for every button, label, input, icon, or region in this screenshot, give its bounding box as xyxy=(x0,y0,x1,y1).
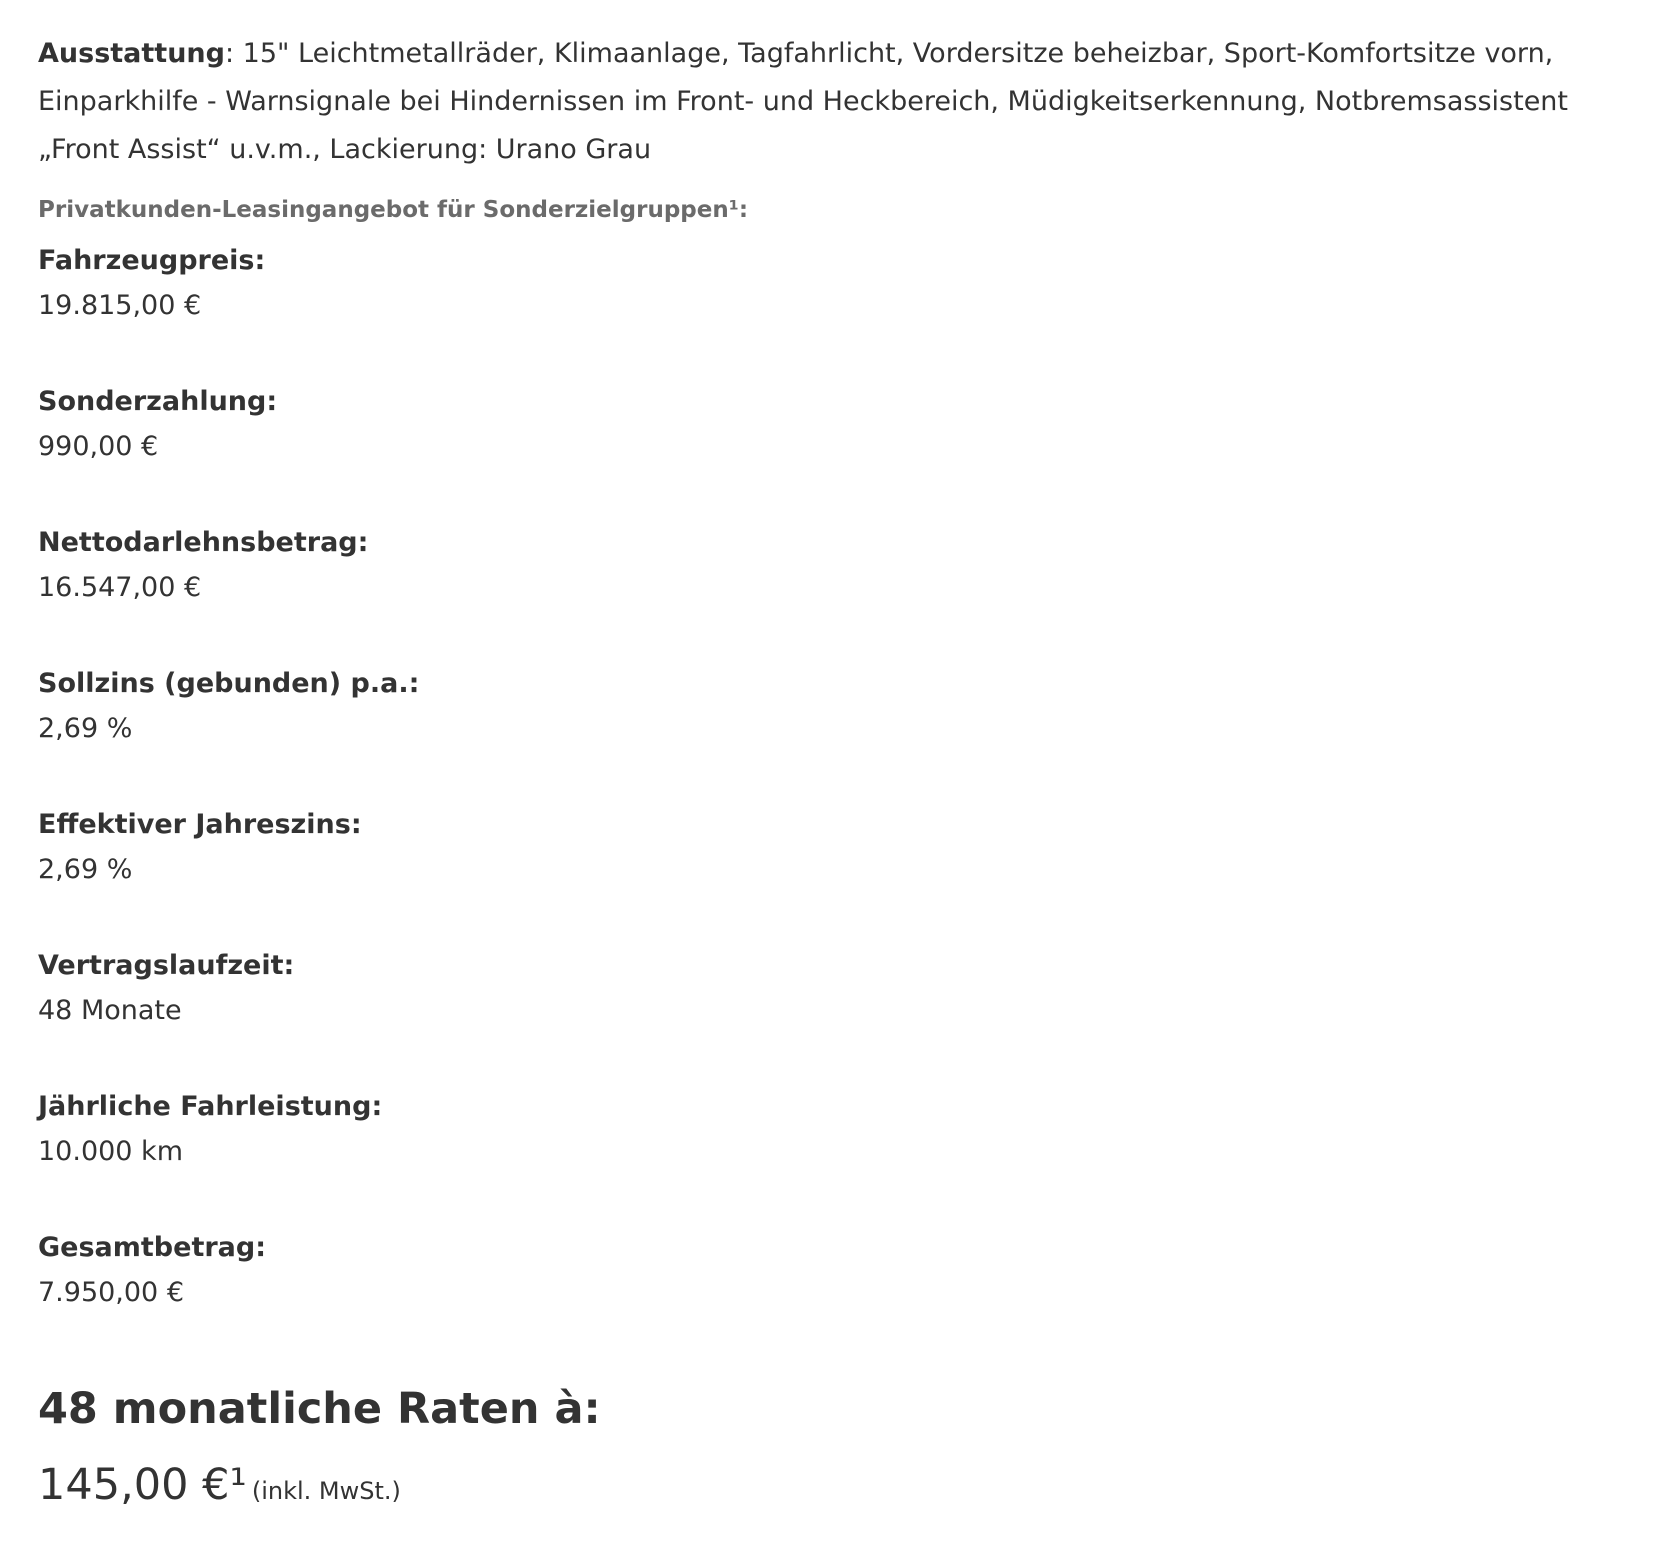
spec-label: Fahrzeugpreis: xyxy=(38,245,266,276)
spec-effective-annual-rate xyxy=(38,804,1639,894)
spec-value: 990,00 € xyxy=(38,431,159,462)
spec-label: Effektiver Jahreszins: xyxy=(38,809,362,840)
spec-list xyxy=(38,240,1639,1317)
spec-value: 10.000 km xyxy=(38,1136,183,1167)
equipment-description xyxy=(38,30,1639,174)
spec-value: 7.950,00 € xyxy=(38,1277,184,1308)
spec-down-payment xyxy=(38,381,1639,471)
monthly-rate-amount: 145,00 €¹ xyxy=(38,1460,247,1510)
spec-value: 2,69 % xyxy=(38,713,133,744)
spec-annual-mileage xyxy=(38,1086,1639,1176)
spec-value: 16.547,00 € xyxy=(38,572,202,603)
monthly-rate-heading: 48 monatliche Raten à: xyxy=(38,1384,601,1434)
spec-contract-term xyxy=(38,945,1639,1035)
spec-label: Sollzins (gebunden) p.a.: xyxy=(38,668,420,699)
spec-net-loan-amount xyxy=(38,522,1639,612)
spec-value: 19.815,00 € xyxy=(38,290,202,321)
spec-value: 48 Monate xyxy=(38,995,182,1026)
offer-heading: Privatkunden-Leasingangebot für Sonderzielgruppen¹: xyxy=(38,197,749,223)
spec-label: Nettodarlehnsbetrag: xyxy=(38,527,369,558)
spec-label: Jährliche Fahrleistung: xyxy=(38,1091,383,1122)
equipment-label: Ausstattung xyxy=(38,38,225,69)
spec-total-amount xyxy=(38,1227,1639,1317)
equipment-text: : 15" Leichtmetallräder, Klimaanlage, Tagfahrlicht, Vordersitze beheizbar, Sport-Komfortsitze vorn, Einparkhilfe - Warnsignale bei Hindernissen im Front- und Heckbereich, Müdigkeitserkennung, Notbremsassistent „Front Assist“ u.v.m., Lackierung: Urano Grau xyxy=(38,38,1569,165)
monthly-rate-note: (inkl. MwSt.) xyxy=(251,1477,401,1505)
spec-borrowing-rate xyxy=(38,663,1639,753)
spec-label: Sonderzahlung: xyxy=(38,386,278,417)
spec-value: 2,69 % xyxy=(38,854,133,885)
spec-label: Vertragslaufzeit: xyxy=(38,950,295,981)
spec-label: Gesamtbetrag: xyxy=(38,1232,267,1263)
monthly-rate xyxy=(38,1455,1639,1524)
spec-vehicle-price xyxy=(38,240,1639,330)
